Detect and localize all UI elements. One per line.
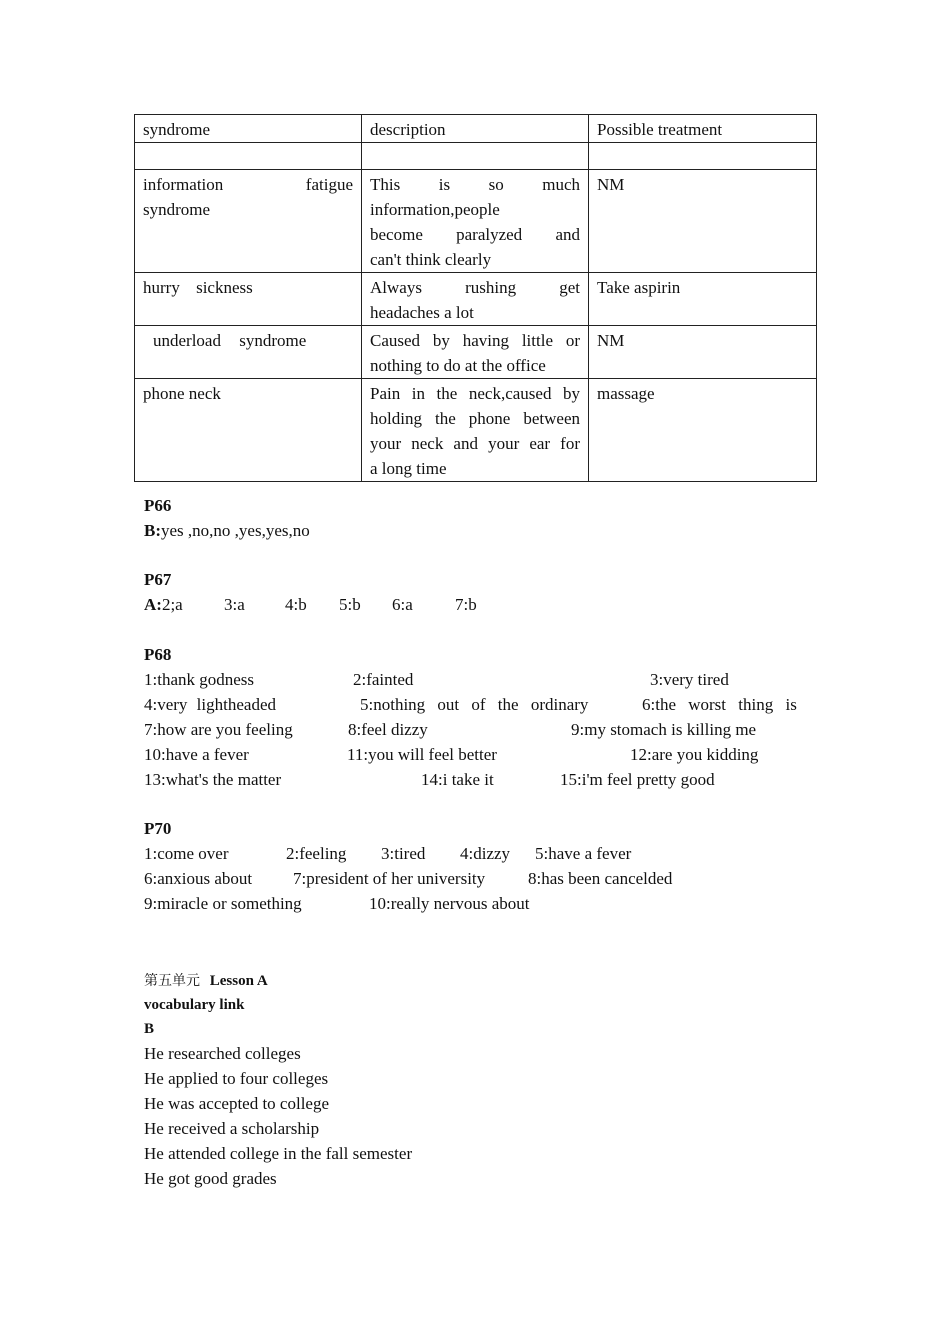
answer-line: 4:very lightheaded 5:nothing out of the ordinary 6:the worst thing is bbox=[144, 695, 797, 714]
answer-line: 1:come over 2:feeling 3:tired 4:dizzy 5:have a fever bbox=[144, 844, 632, 863]
section-heading: P67 bbox=[144, 570, 172, 589]
treatment-cell: NM bbox=[589, 170, 817, 273]
unit-heading: 第五单元 Lesson A bbox=[144, 973, 268, 989]
section-heading: P68 bbox=[144, 645, 172, 664]
description-cell: Always rushing get headaches a lot bbox=[362, 273, 589, 326]
section-heading: P70 bbox=[144, 819, 172, 838]
treatment-cell: Take aspirin bbox=[589, 273, 817, 326]
subheading: vocabulary link bbox=[144, 997, 245, 1013]
table-header-row bbox=[135, 115, 817, 143]
syndrome-cell: information fatigue syndrome bbox=[135, 170, 362, 273]
answer-line: B:yes ,no,no ,yes,yes,no bbox=[144, 521, 310, 540]
treatment-cell: NM bbox=[589, 326, 817, 379]
answer-line: 13:what's the matter 14:i take it 15:i'm feel pretty good bbox=[144, 770, 715, 789]
section-p68 bbox=[144, 642, 814, 792]
answer-line: 1:thank godness 2:fainted 3:very tired bbox=[144, 670, 729, 689]
section-unit5 bbox=[144, 969, 412, 1191]
section-p70 bbox=[144, 816, 814, 916]
answer-line: A:2;a 3:a 4:b 5:b 6:a 7:b bbox=[144, 595, 477, 614]
table-row bbox=[135, 170, 817, 273]
description-cell: Caused by having little or nothing to do at the office bbox=[362, 326, 589, 379]
syndrome-table bbox=[134, 114, 817, 482]
table-empty-row bbox=[135, 143, 817, 170]
syndrome-cell: underload syndrome bbox=[135, 326, 362, 379]
section-p66 bbox=[144, 493, 310, 543]
answer-line: 7:how are you feeling 8:feel dizzy 9:my stomach is killing me bbox=[144, 720, 757, 739]
header-treatment: Possible treatment bbox=[589, 115, 817, 143]
section-heading: P66 bbox=[144, 496, 172, 515]
list-item: He received a scholarship bbox=[144, 1119, 320, 1138]
answer-line: 9:miracle or something 10:really nervous about bbox=[144, 894, 530, 913]
description-cell: Pain in the neck,caused by holding the phone between your neck and your ear for a long time bbox=[362, 379, 589, 482]
description-cell: This is so much information,people become paralyzed and can't think clearly bbox=[362, 170, 589, 273]
answer-line: 10:have a fever 11:you will feel better 12:are you kidding bbox=[144, 745, 759, 764]
table-row bbox=[135, 273, 817, 326]
syndrome-cell: hurry sickness bbox=[135, 273, 362, 326]
list-item: He attended college in the fall semester bbox=[144, 1144, 413, 1163]
header-description: description bbox=[362, 115, 589, 143]
list-item: He got good grades bbox=[144, 1169, 277, 1188]
table-row bbox=[135, 379, 817, 482]
list-item: He was accepted to college bbox=[144, 1094, 330, 1113]
treatment-cell: massage bbox=[589, 379, 817, 482]
part-label: B bbox=[144, 1021, 155, 1037]
table-row bbox=[135, 326, 817, 379]
list-item: He researched colleges bbox=[144, 1044, 301, 1063]
header-syndrome: syndrome bbox=[135, 115, 362, 143]
section-p67 bbox=[144, 567, 544, 617]
list-item: He applied to four colleges bbox=[144, 1069, 329, 1088]
answer-line: 6:anxious about 7:president of her university 8:has been cancelded bbox=[144, 869, 673, 888]
syndrome-cell: phone neck bbox=[135, 379, 362, 482]
